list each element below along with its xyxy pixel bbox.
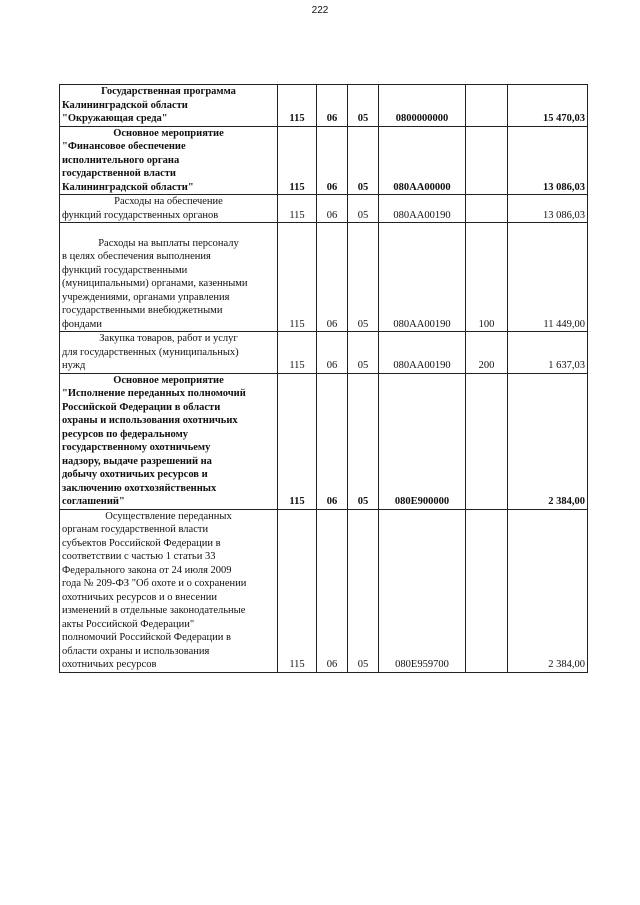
row-name-line: изменений в отдельные законодательные bbox=[62, 605, 246, 616]
page-number: 222 bbox=[311, 5, 329, 16]
row-name-line: "Окружающая среда" bbox=[62, 113, 168, 124]
row-name-line: года № 209-ФЗ "Об охоте и о сохранении bbox=[62, 578, 247, 589]
row-name-line: соответствии с частью 1 статьи 33 bbox=[62, 551, 216, 562]
amount-cell: 1 637,03 bbox=[508, 332, 588, 374]
ved-cell: 115 bbox=[278, 373, 317, 509]
row-name-line: Основное мероприятие bbox=[113, 127, 224, 139]
row-name-line: нужд bbox=[62, 360, 86, 371]
row-name-line: "Финансовое обеспечение bbox=[62, 141, 186, 152]
row-name-line: Закупка товаров, работ и услуг bbox=[99, 333, 238, 344]
row-name-line: фондами bbox=[62, 318, 102, 330]
row-name-line: государственной власти bbox=[62, 168, 176, 179]
vr-cell bbox=[466, 373, 508, 509]
ved-cell: 115 bbox=[278, 332, 317, 374]
csr-cell: 080Е959700 bbox=[379, 509, 466, 672]
table-row bbox=[60, 195, 588, 223]
pr-cell: 05 bbox=[348, 223, 379, 332]
row-name-cell bbox=[60, 373, 278, 509]
row-name-line: для государственных (муниципальных) bbox=[62, 346, 239, 358]
row-name-line: (муниципальными) органами, казенными bbox=[62, 278, 248, 289]
csr-cell: 080АА00000 bbox=[379, 126, 466, 195]
row-name-line: учреждениями, органами управления bbox=[62, 291, 230, 303]
amount-cell: 2 384,00 bbox=[508, 373, 588, 509]
rz-cell: 06 bbox=[317, 85, 348, 127]
pr-cell: 05 bbox=[348, 373, 379, 509]
table-row bbox=[60, 126, 588, 195]
row-name-line: надзору, выдаче разрешений на bbox=[62, 455, 212, 467]
table-row bbox=[60, 509, 588, 672]
amount-cell: 11 449,00 bbox=[508, 223, 588, 332]
csr-cell: 080Е900000 bbox=[379, 373, 466, 509]
row-name-line: заключению охотхозяйственных bbox=[62, 482, 217, 494]
row-name-line: органам государственной власти bbox=[62, 524, 209, 535]
csr-cell: 080АА00190 bbox=[379, 223, 466, 332]
ved-cell: 115 bbox=[278, 85, 317, 127]
budget-table bbox=[59, 84, 588, 673]
vr-cell bbox=[466, 85, 508, 127]
row-name-line: ресурсов по федеральному bbox=[62, 428, 188, 440]
ved-cell: 115 bbox=[278, 195, 317, 223]
rz-cell: 06 bbox=[317, 332, 348, 374]
row-name-line: Основное мероприятие bbox=[113, 374, 224, 386]
vr-cell bbox=[466, 195, 508, 223]
row-name-line: функций государственных органов bbox=[62, 209, 219, 221]
vr-cell: 100 bbox=[466, 223, 508, 332]
row-name-line: Расходы на выплаты персоналу bbox=[98, 237, 239, 249]
row-name-line: Осуществление переданных bbox=[105, 510, 232, 522]
row-name-line: охотничьих ресурсов и о внесении bbox=[62, 591, 217, 603]
row-name-line: субъектов Российской Федерации в bbox=[62, 537, 221, 549]
row-name-cell bbox=[60, 223, 278, 332]
row-name-line: охраны и использования охотничьих bbox=[62, 415, 238, 426]
pr-cell: 05 bbox=[348, 332, 379, 374]
row-name-line: функций государственными bbox=[62, 264, 188, 276]
amount-cell: 15 470,03 bbox=[508, 85, 588, 127]
row-name-line: государственными внебюджетными bbox=[62, 305, 223, 316]
rz-cell: 06 bbox=[317, 223, 348, 332]
vr-cell bbox=[466, 126, 508, 195]
row-name-line: охотничьих ресурсов bbox=[62, 659, 157, 670]
row-name-cell bbox=[60, 509, 278, 672]
table-row bbox=[60, 85, 588, 127]
table-row bbox=[60, 332, 588, 374]
row-name-line: в целях обеспечения выполнения bbox=[62, 251, 211, 262]
row-name-cell bbox=[60, 332, 278, 374]
rz-cell: 06 bbox=[317, 195, 348, 223]
row-name-line: Российской Федерации в области bbox=[62, 401, 221, 413]
row-name-line: полномочий Российской Федерации в bbox=[62, 632, 231, 643]
table-row bbox=[60, 223, 588, 332]
ved-cell: 115 bbox=[278, 509, 317, 672]
row-name-line: Федерального закона от 24 июля 2009 bbox=[62, 564, 232, 576]
pr-cell: 05 bbox=[348, 195, 379, 223]
amount-cell: 13 086,03 bbox=[508, 126, 588, 195]
row-name-line: государственному охотничьему bbox=[62, 442, 211, 453]
row-name-line: Государственная программа bbox=[101, 86, 236, 97]
row-name-line bbox=[62, 223, 275, 237]
csr-cell: 0800000000 bbox=[379, 85, 466, 127]
rz-cell: 06 bbox=[317, 509, 348, 672]
rz-cell: 06 bbox=[317, 373, 348, 509]
row-name-cell bbox=[60, 126, 278, 195]
row-name-line: акты Российской Федерации" bbox=[62, 618, 195, 630]
row-name-line: исполнительного органа bbox=[62, 154, 180, 166]
vr-cell bbox=[466, 509, 508, 672]
ved-cell: 115 bbox=[278, 223, 317, 332]
row-name-line: Калининградской области" bbox=[62, 181, 194, 193]
amount-cell: 2 384,00 bbox=[508, 509, 588, 672]
table-row bbox=[60, 373, 588, 509]
csr-cell: 080АА00190 bbox=[379, 332, 466, 374]
row-name-line: Калининградской области bbox=[62, 99, 188, 111]
row-name-line: "Исполнение переданных полномочий bbox=[62, 388, 246, 399]
pr-cell: 05 bbox=[348, 126, 379, 195]
rz-cell: 06 bbox=[317, 126, 348, 195]
pr-cell: 05 bbox=[348, 85, 379, 127]
row-name-cell bbox=[60, 85, 278, 127]
row-name-line: соглашений" bbox=[62, 496, 125, 507]
vr-cell: 200 bbox=[466, 332, 508, 374]
ved-cell: 115 bbox=[278, 126, 317, 195]
amount-cell: 13 086,03 bbox=[508, 195, 588, 223]
row-name-line: Расходы на обеспечение bbox=[114, 196, 223, 207]
pr-cell: 05 bbox=[348, 509, 379, 672]
row-name-cell bbox=[60, 195, 278, 223]
row-name-line: добычу охотничьих ресурсов и bbox=[62, 469, 208, 480]
csr-cell: 080АА00190 bbox=[379, 195, 466, 223]
row-name-line: области охраны и использования bbox=[62, 645, 210, 657]
